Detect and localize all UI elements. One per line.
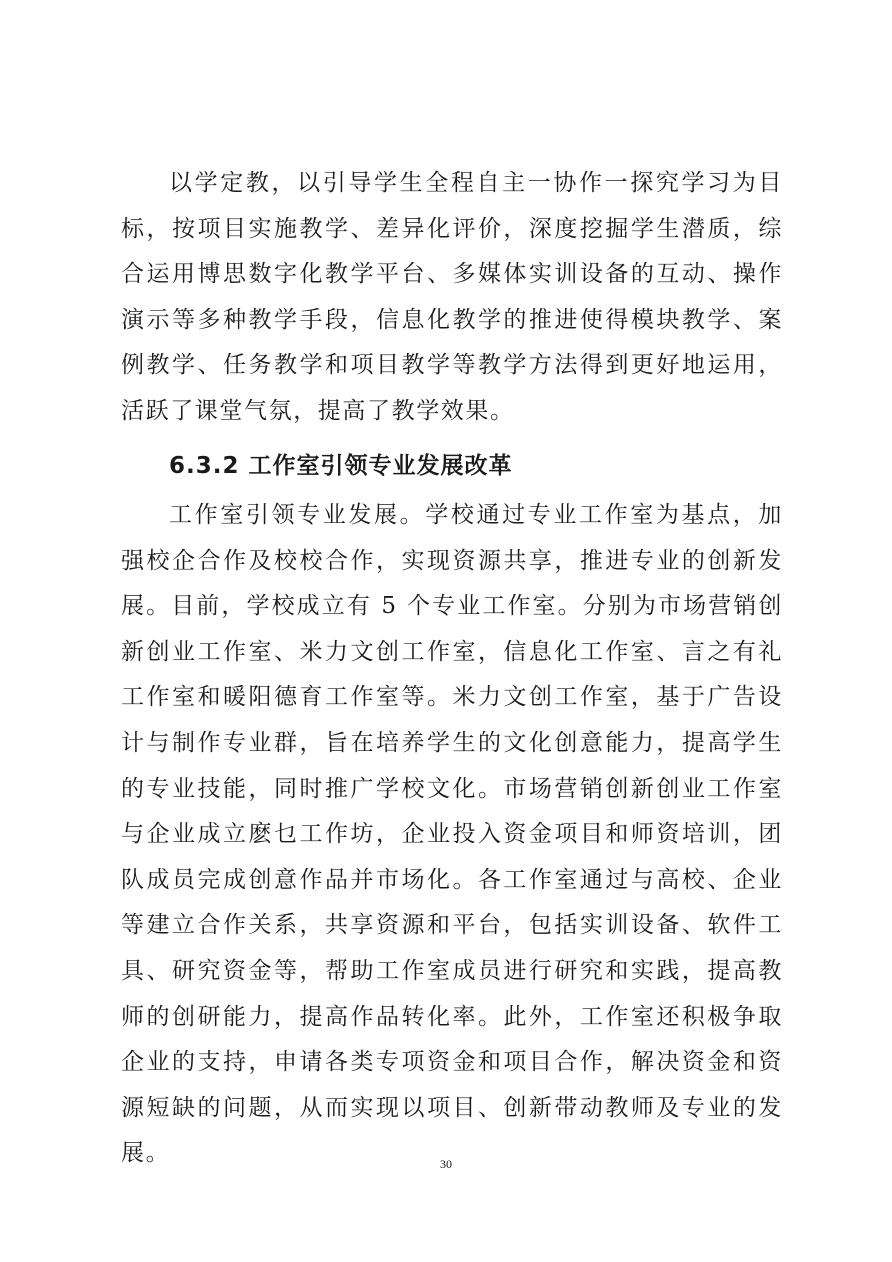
paragraph-studio-development: 工作室引领专业发展。学校通过专业工作室为基点，加强校企合作及校校合作，实现资源共享，推进专业的创新发展。目前，学校成立有 5 个专业工作室。分别为市场营销创新创业工作室、米力文创工作室，信息化工作室、言之有礼工作室和暖阳德育工作室等。米力文创工作室，基于广告设计与制作专业群，旨在培养学生的文化创意能力，提高学生的专业技能，同时推广学校文化。市场营销创新创业工作室与企业成立麽乜工作坊，企业投入资金项目和师资培训，团队成员完成创意作品并市场化。各工作室通过与高校、企业等建立合作关系，共享资源和平台，包括实训设备、软件工具、研究资金等，帮助工作室成员进行研究和实践，提高教师的创研能力，提高作品转化率。此外，工作室还积极争取企业的支持，申请各类专项资金和项目合作，解决资金和资源短缺的问题，从而实现以项目、创新带动教师及专业的发展。 [121, 502, 783, 1167]
paragraph-teaching-methods: 以学定教，以引导学生全程自主一协作一探究学习为目标，按项目实施教学、差异化评价，深度挖掘学生潜质，综合运用博思数字化教学平台、多媒体实训设备的互动、操作演示等多种教学手段，信息化教学的推进使得模块教学、案例教学、任务教学和项目教学等教学方法得到更好地运用，活跃了课堂气氛，提高了教学效果。 [121, 170, 783, 424]
section-heading: 6.3.2 工作室引领专业发展改革 [169, 453, 513, 479]
page-number: 30 [440, 1157, 452, 1171]
